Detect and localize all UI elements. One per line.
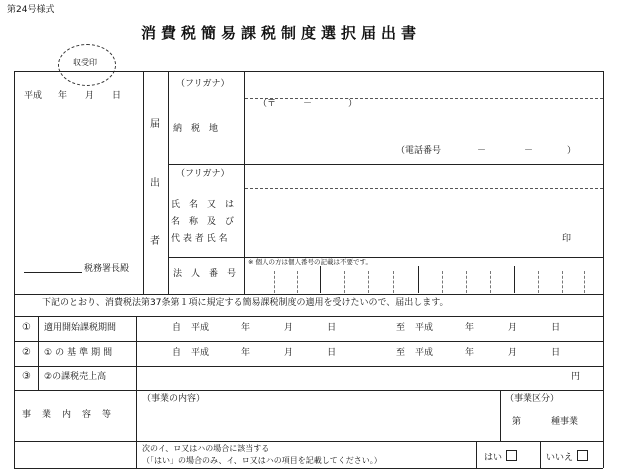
yes-divider <box>476 441 477 468</box>
corp-number-note: ※ 個人の方は個人番号の記載は不要です。 <box>248 258 372 266</box>
row-num-divider <box>38 316 39 390</box>
form-title: 消費税簡易課税制度選択届出書 <box>141 24 422 42</box>
corp-digit-divider <box>274 271 275 293</box>
corp-digit-divider <box>584 271 585 293</box>
tax-office-suffix: 税務署長殿 <box>84 264 130 274</box>
name-furigana-line <box>245 188 603 189</box>
tax-office-blank[interactable] <box>24 272 82 273</box>
row-number: ② <box>22 347 31 358</box>
postal-code-field[interactable]: （〒 － ） <box>258 99 358 109</box>
name-furigana-label: （フリガナ） <box>176 169 230 179</box>
corp-digit-divider <box>393 271 394 293</box>
name-label-line1: 氏 名 又 は <box>171 200 235 210</box>
no-checkbox[interactable]: いいえ <box>546 450 588 463</box>
name-label-line3: 代 表 者 氏 名 <box>171 234 228 244</box>
address-label: 納 税 地 <box>173 124 219 134</box>
upper-section-bottom <box>14 294 603 295</box>
row-number: ① <box>22 322 31 333</box>
corp-digit-divider <box>368 271 369 293</box>
business-category-field[interactable]: 第 種事業 <box>512 417 579 427</box>
date-left: 平成 年 月 日 <box>24 91 122 101</box>
frame-top <box>14 71 603 72</box>
business-bottom-line <box>14 441 603 442</box>
business-content-label: （事業の内容） <box>142 394 206 404</box>
corp-digit-divider <box>562 271 563 293</box>
checkbox-icon <box>506 450 517 461</box>
business-category-divider <box>500 390 501 441</box>
corp-digit-divider <box>320 266 321 293</box>
corp-digit-divider <box>297 271 298 293</box>
row1-bottom <box>14 341 603 342</box>
corp-digit-divider <box>442 271 443 293</box>
frame-right <box>603 71 604 468</box>
divider-field-label <box>244 71 245 294</box>
divider-side-label <box>168 71 169 294</box>
side-label-3: 者 <box>150 236 160 247</box>
side-label-1: 届 <box>150 119 160 130</box>
corp-digit-divider <box>344 271 345 293</box>
address-furigana-label: （フリガナ） <box>176 79 230 89</box>
frame-left <box>14 71 15 468</box>
form-number: 第24号様式 <box>7 5 55 15</box>
applicability-note: （「はい」の場合のみ、イ、ロ又はハの項目を記載してください。） <box>142 456 382 465</box>
divider-left-col <box>143 71 144 294</box>
corp-digit-divider <box>418 266 419 293</box>
row-number: ③ <box>22 371 31 382</box>
row-label: ②の課税売上高 <box>44 372 107 382</box>
statement-bottom-line <box>14 316 603 317</box>
row2-bottom <box>14 366 603 367</box>
period-to[interactable]: 至 平成 年 月 日 <box>396 348 561 358</box>
yes-checkbox[interactable]: はい <box>484 450 517 463</box>
no-divider <box>540 441 541 468</box>
period-from[interactable]: 自 平成 年 月 日 <box>172 348 337 358</box>
business-category-label: （事業区分） <box>505 394 560 404</box>
seal-mark: 印 <box>562 234 572 244</box>
name-label-line2: 名 称 及 び <box>171 217 235 227</box>
period-to[interactable]: 至 平成 年 月 日 <box>396 323 561 333</box>
row3-bottom <box>14 390 603 391</box>
receipt-stamp-label: 収受印 <box>73 58 97 67</box>
phone-field[interactable]: （電話番号 － － ） <box>396 146 577 156</box>
side-label-2: 出 <box>150 178 160 189</box>
row-label: 適用開始課税期間 <box>44 323 117 333</box>
corp-digit-divider <box>514 266 515 293</box>
corp-number-label: 法 人 番 号 <box>173 269 237 279</box>
statement-text: 下記のとおり、消費税法第37条第１項に規定する簡易課税制度の適用を受けたいので、届出します。 <box>42 298 449 308</box>
applicability-question: 次のイ、ロ又はハの場合に該当する <box>142 444 270 453</box>
yen-unit: 円 <box>571 372 581 382</box>
corp-digit-divider <box>490 271 491 293</box>
name-bottom-line <box>168 257 603 258</box>
row-label: ①の基準期間 <box>44 348 116 358</box>
period-from[interactable]: 自 平成 年 月 日 <box>172 323 337 333</box>
business-label: 事 業 内 容 等 <box>22 410 113 420</box>
address-bottom-line <box>168 164 603 165</box>
corp-digit-divider <box>466 271 467 293</box>
checkbox-icon <box>577 450 588 461</box>
row-label-divider <box>136 316 137 468</box>
business-content-input[interactable] <box>140 408 495 438</box>
taxable-sales-input[interactable] <box>140 368 565 388</box>
corp-digit-divider <box>538 271 539 293</box>
